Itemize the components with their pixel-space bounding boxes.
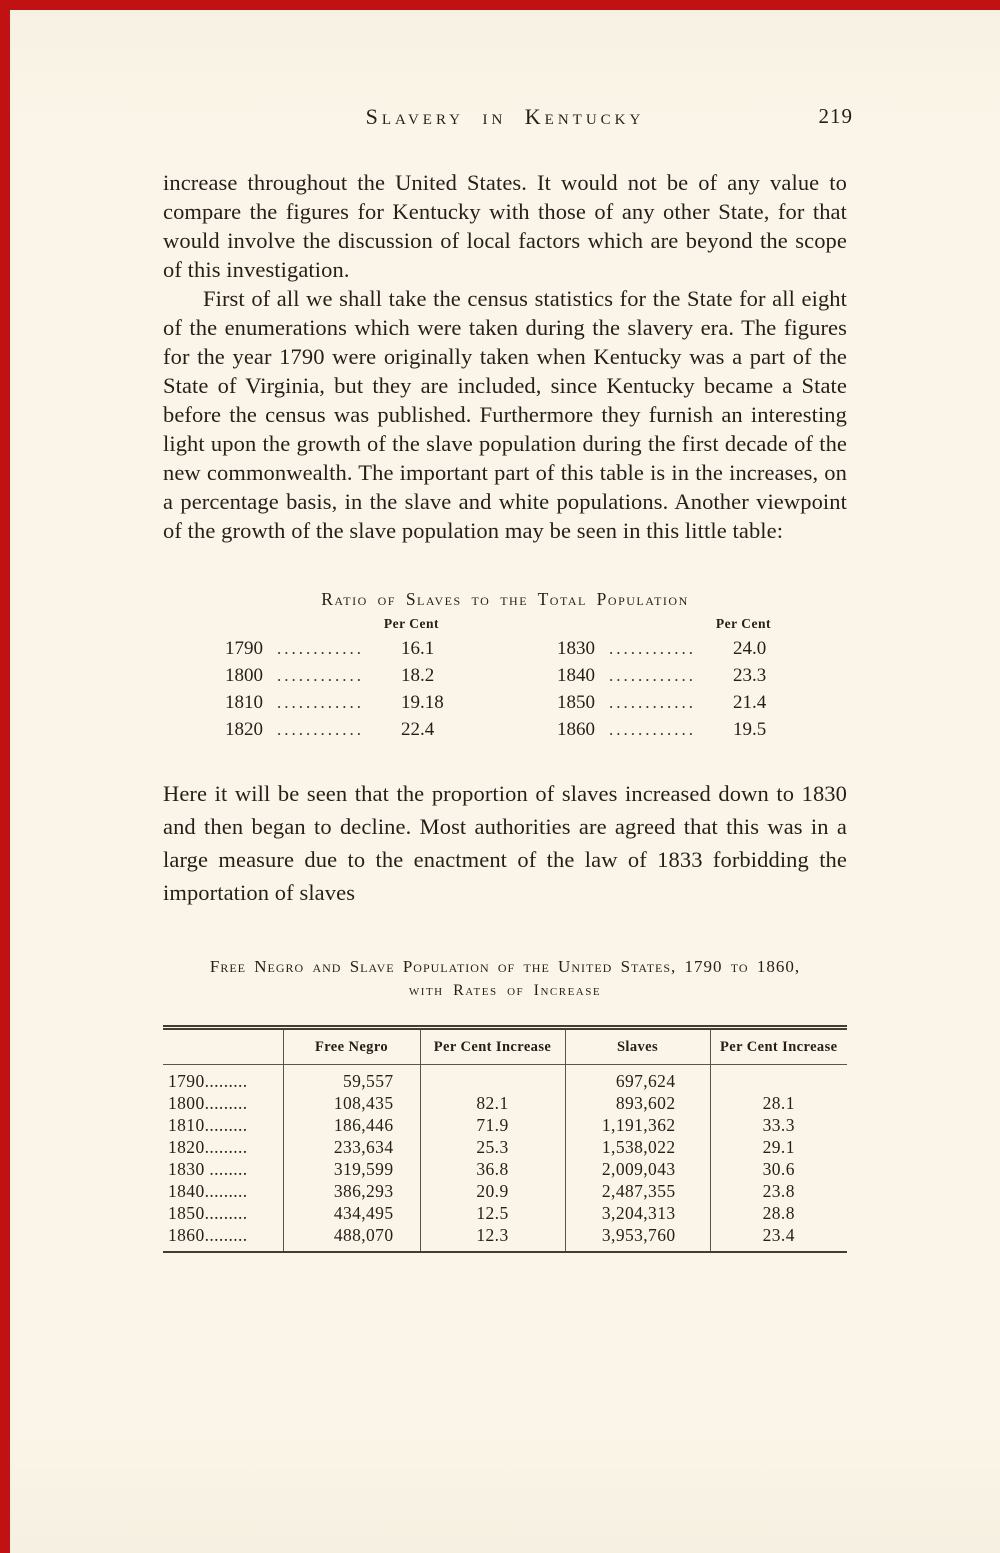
running-head (163, 104, 853, 134)
header-pct-increase-2: Per Cent Increase (710, 1028, 847, 1065)
ratio-row (557, 662, 785, 689)
header-pct-increase-1: Per Cent Increase (420, 1028, 565, 1065)
cell-pct-increase-1: 20.9 (420, 1180, 565, 1202)
population-table-title (163, 955, 847, 1003)
ratio-value: 21.4 (733, 692, 767, 713)
cell-slaves: 1,191,362 (565, 1114, 710, 1136)
paragraph-continuation: increase throughout the United States. It would not be of any value to compare the figures for Kentucky with those of any other State, for that would involve the discussion of local factors which are beyond the scope of this investigation. (163, 170, 847, 282)
ratio-row (225, 635, 453, 662)
ratio-row (557, 689, 785, 716)
percent-column-header-right: Per Cent (715, 616, 771, 631)
ratio-year: 1860 (557, 719, 595, 740)
ratio-value: 19.18 (401, 692, 444, 713)
cell-free-negro: 59,557 (283, 1065, 420, 1093)
header-year (163, 1028, 283, 1065)
table-row (163, 1065, 847, 1093)
cell-pct-increase-1: 12.3 (420, 1224, 565, 1252)
ratio-value: 22.4 (401, 719, 435, 740)
scan-artifact-left-edge (0, 0, 10, 1553)
ratio-value: 24.0 (733, 638, 767, 659)
cell-year: 1820......... (168, 1137, 248, 1157)
cell-pct-increase-1: 25.3 (420, 1136, 565, 1158)
dot-leader: ............ (277, 693, 364, 712)
cell-pct-increase-2 (710, 1065, 847, 1093)
cell-slaves: 2,487,355 (565, 1180, 710, 1202)
cell-pct-increase-2: 23.4 (710, 1224, 847, 1252)
cell-year: 1790......... (168, 1071, 248, 1091)
cell-slaves: 3,204,313 (565, 1202, 710, 1224)
population-table-title-line1: Free Negro and Slave Population of the United States, 1790 to 1860, (209, 957, 801, 976)
table-row (163, 1158, 847, 1180)
book-page (163, 0, 853, 1253)
cell-free-negro: 434,495 (283, 1202, 420, 1224)
cell-pct-increase-2: 29.1 (710, 1136, 847, 1158)
ratio-value: 23.3 (733, 665, 767, 686)
cell-pct-increase-1: 82.1 (420, 1092, 565, 1114)
ratio-year: 1840 (557, 665, 595, 686)
ratio-year: 1800 (225, 665, 263, 686)
ratio-year: 1820 (225, 719, 263, 740)
ratio-year: 1850 (557, 692, 595, 713)
cell-slaves: 1,538,022 (565, 1136, 710, 1158)
cell-slaves: 3,953,760 (565, 1224, 710, 1252)
cell-free-negro: 108,435 (283, 1092, 420, 1114)
cell-slaves: 2,009,043 (565, 1158, 710, 1180)
population-table-title-line2: with Rates of Increase (408, 982, 602, 999)
ratio-year: 1830 (557, 638, 595, 659)
cell-free-negro: 186,446 (283, 1114, 420, 1136)
cell-pct-increase-1 (420, 1065, 565, 1093)
ratio-row (225, 662, 453, 689)
dot-leader: ............ (609, 639, 696, 658)
ratio-row (557, 635, 785, 662)
cell-pct-increase-2: 33.3 (710, 1114, 847, 1136)
table-row (163, 1202, 847, 1224)
page-number: 219 (818, 104, 853, 128)
cell-free-negro: 233,634 (283, 1136, 420, 1158)
header-slaves: Slaves (565, 1028, 710, 1065)
header-free-negro: Free Negro (283, 1028, 420, 1065)
cell-free-negro: 386,293 (283, 1180, 420, 1202)
cell-pct-increase-2: 23.8 (710, 1180, 847, 1202)
paragraph-census-statistics: First of all we shall take the census statistics for the State for all eight of the enumerations which were taken during the slavery era. The figures for the year 1790 were originally taken when Kentucky was a part of the State of Virginia, but they are included, since Kentucky became a State before the census was published. Furthermore they furnish an interesting light upon the growth of the slave population during the first decade of the new commonwealth. The important part of this table is in the increases, on a percentage basis, in the slave and white populations. Another viewpoint of the growth of the slave population may be seen in this little table: (163, 286, 847, 543)
cell-year: 1830 ........ (168, 1159, 248, 1179)
dot-leader: ............ (609, 693, 696, 712)
cell-pct-increase-1: 12.5 (420, 1202, 565, 1224)
table-row (163, 1092, 847, 1114)
cell-free-negro: 319,599 (283, 1158, 420, 1180)
cell-pct-increase-1: 36.8 (420, 1158, 565, 1180)
cell-year: 1840......... (168, 1181, 248, 1201)
cell-pct-increase-2: 30.6 (710, 1158, 847, 1180)
ratio-column-left (225, 616, 453, 743)
ratio-row (225, 689, 453, 716)
dot-leader: ............ (277, 639, 364, 658)
table-row (163, 1114, 847, 1136)
ratio-value: 16.1 (401, 638, 435, 659)
ratio-table-columns (163, 616, 847, 743)
ratio-value: 18.2 (401, 665, 435, 686)
ratio-year: 1810 (225, 692, 263, 713)
ratio-column-right (557, 616, 785, 743)
table-row (163, 1224, 847, 1252)
paragraph-conclusion: Here it will be seen that the proportion of slaves increased down to 1830 and then began to decline. Most authorities are agreed that this was in a large measure due to the enactment of the law of 1833 forbidding the importation of slaves (163, 781, 847, 905)
dot-leader: ............ (277, 720, 364, 739)
cell-year: 1860......... (168, 1225, 248, 1245)
dot-leader: ............ (609, 720, 696, 739)
dot-leader: ............ (609, 666, 696, 685)
cell-pct-increase-1: 71.9 (420, 1114, 565, 1136)
ratio-year: 1790 (225, 638, 263, 659)
population-table (163, 1025, 847, 1253)
cell-year: 1800......... (168, 1093, 248, 1113)
cell-year: 1850......... (168, 1203, 248, 1223)
cell-slaves: 893,602 (565, 1092, 710, 1114)
ratio-table-title: Ratio of Slaves to the Total Population (321, 589, 689, 609)
ratio-value: 19.5 (733, 719, 767, 740)
cell-slaves: 697,624 (565, 1065, 710, 1093)
table-row (163, 1180, 847, 1202)
ratio-row (557, 716, 785, 743)
percent-column-header-left: Per Cent (383, 616, 439, 631)
cell-year: 1810......... (168, 1115, 248, 1135)
table-header-row (163, 1028, 847, 1065)
cell-free-negro: 488,070 (283, 1224, 420, 1252)
page-title: Slavery in Kentucky (365, 104, 645, 129)
ratio-table (163, 589, 847, 743)
table-row (163, 1136, 847, 1158)
cell-pct-increase-2: 28.8 (710, 1202, 847, 1224)
ratio-row (225, 716, 453, 743)
cell-pct-increase-2: 28.1 (710, 1092, 847, 1114)
dot-leader: ............ (277, 666, 364, 685)
